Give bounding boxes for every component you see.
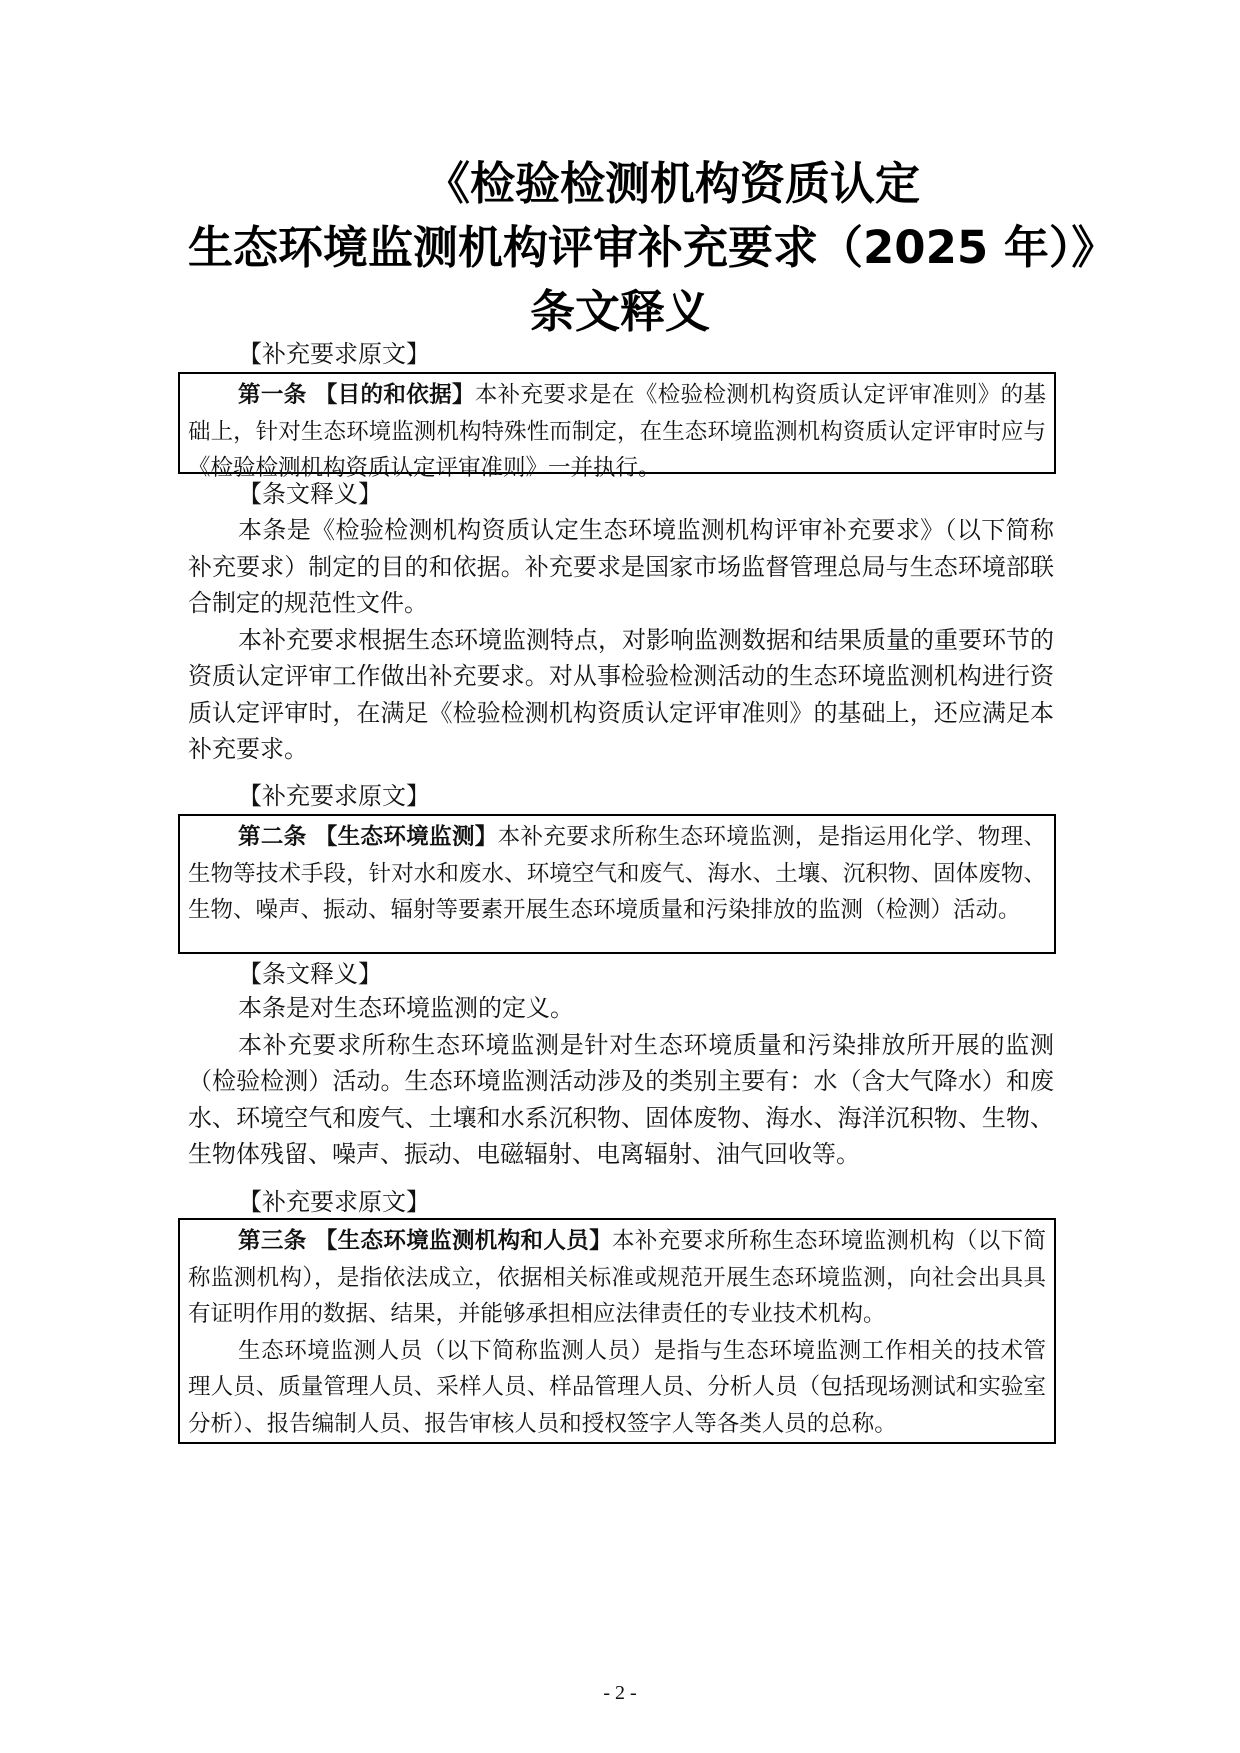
title-line-2: 生态环境监测机构评审补充要求（2025 年）》 xyxy=(188,221,1117,274)
article-1-interpretation xyxy=(188,512,1054,768)
article-2-interpretation xyxy=(188,990,1054,1173)
original-text-label: 【补充要求原文】 xyxy=(238,1188,430,1216)
article-1-interp-para-2: 本补充要求根据生态环境监测特点，对影响监测数据和结果质量的重要环节的资质认定评审工作做出补充要求。对从事检验检测活动的生态环境监测机构进行资质认定评审时，在满足《检验检测机构资质认定评审准则》的基础上，还应满足本补充要求。 xyxy=(188,625,1054,763)
title-line-3: 条文释义 xyxy=(530,285,711,338)
article-1-text: 本补充要求是在《检验检测机构资质认定评审准则》的基础上，针对生态环境监测机构特殊性而制定，在生态环境监测机构资质认定评审时应与《检验检测机构资质认定评审准则》一并执行。 xyxy=(188,382,1046,481)
article-2-heading: 第二条 【生态环境监测】 xyxy=(238,824,498,850)
original-text-label: 【补充要求原文】 xyxy=(238,340,430,368)
interpretation-label: 【条文释义】 xyxy=(238,960,382,988)
article-2-box xyxy=(178,814,1056,954)
page-number: - 2 - xyxy=(603,1682,637,1704)
title-line-1: 《检验检测机构资质认定 xyxy=(425,157,921,210)
article-1-box xyxy=(178,372,1056,481)
article-2-text: 本补充要求所称生态环境监测，是指运用化学、物理、生物等技术手段，针对水和废水、环境空气和废气、海水、土壤、沉积物、固体废物、生物、噪声、振动、辐射等要素开展生态环境质量和污染排放的监测（检测）活动。 xyxy=(188,824,1046,923)
article-2-interp-para-1: 本条是对生态环境监测的定义。 xyxy=(238,994,574,1022)
article-1-heading: 第一条 【目的和依据】 xyxy=(238,382,475,408)
article-3-text-2: 生态环境监测人员（以下简称监测人员）是指与生态环境监测工作相关的技术管理人员、质量管理人员、采样人员、样品管理人员、分析人员（包括现场测试和实验室分析）、报告编制人员、报告审核人员和授权签字人等各类人员的总称。 xyxy=(188,1337,1046,1437)
article-1-interp-para-1: 本条是《检验检测机构资质认定生态环境监测机构评审补充要求》（以下简称补充要求）制定的目的和依据。补充要求是国家市场监督管理总局与生态环境部联合制定的规范性文件。 xyxy=(188,516,1054,617)
article-3-text: 本补充要求所称生态环境监测机构（以下简称监测机构），是指依法成立，依据相关标准或规范开展生态环境监测，向社会出具具有证明作用的数据、结果，并能够承担相应法律责任的专业技术机构。 xyxy=(188,1228,1046,1327)
interpretation-label: 【条文释义】 xyxy=(238,480,382,508)
article-2-interp-para-2: 本补充要求所称生态环境监测是针对生态环境质量和污染排放所开展的监测（检验检测）活动。生态环境监测活动涉及的类别主要有：水（含大气降水）和废水、环境空气和废气、土壤和水系沉积物、固体废物、海水、海洋沉积物、生物、生物体残留、噪声、振动、电磁辐射、电离辐射、油气回收等。 xyxy=(188,1030,1054,1168)
original-text-label: 【补充要求原文】 xyxy=(238,782,430,810)
article-3-box xyxy=(178,1218,1056,1444)
article-3-heading: 第三条 【生态环境监测机构和人员】 xyxy=(238,1228,612,1254)
